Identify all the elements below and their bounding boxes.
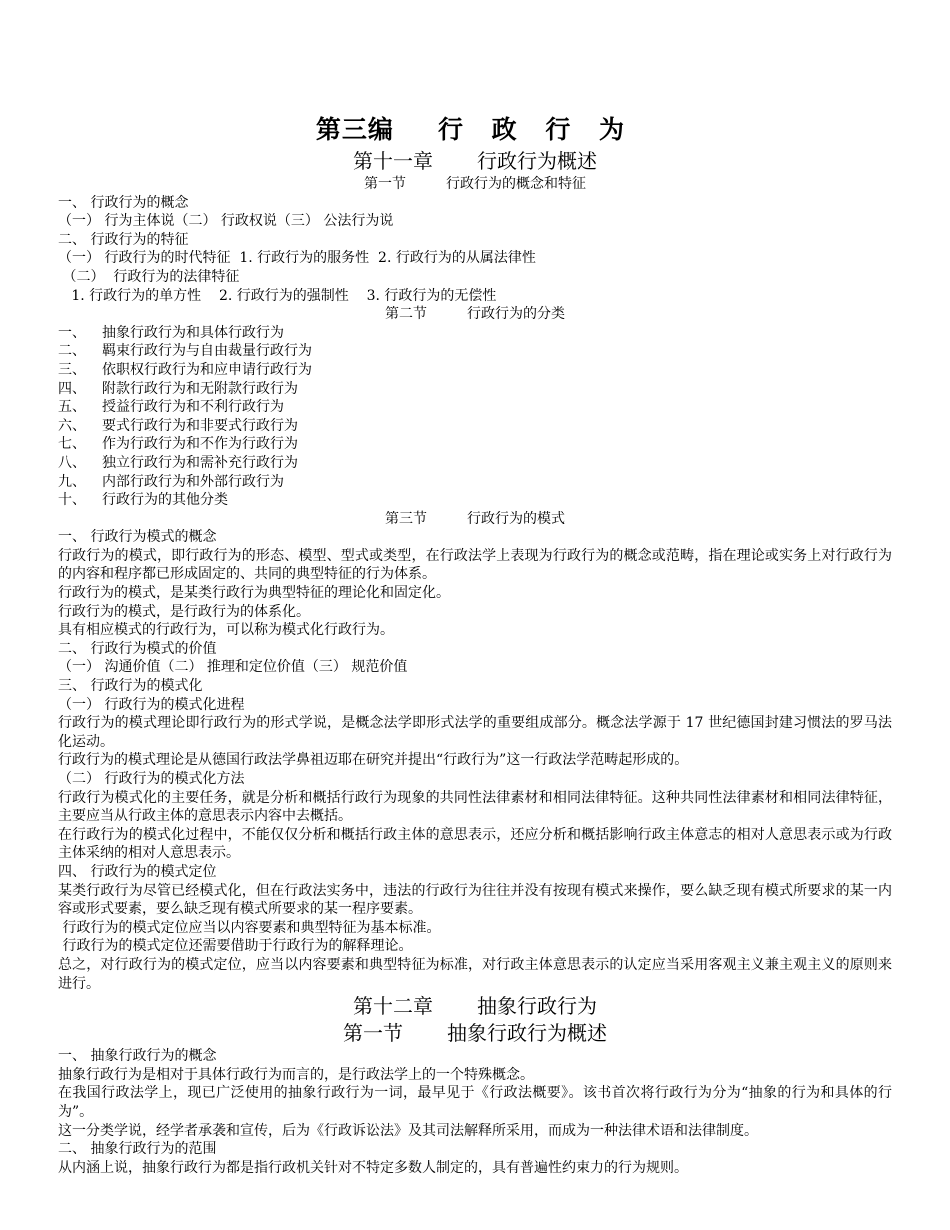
list-item: [58, 324, 892, 343]
list-item: [58, 473, 892, 492]
text-line: （二） 行政行为的法律特征: [58, 268, 240, 285]
list-item: [58, 398, 892, 417]
list-number: 四、: [58, 380, 86, 397]
text-line: （一） 行政行为的时代特征 1. 行政行为的服务性 2. 行政行为的从属法律性: [58, 250, 536, 267]
part-name: 行 政 行 为: [437, 115, 635, 144]
list-number: 八、: [58, 454, 86, 471]
paragraph: 从内涵上说，抽象行政行为都是指行政机关针对不特定多数人制定的，具有普遍性约束力的行为规则。: [58, 1159, 688, 1176]
paragraph: 抽象行政行为是相对于具体行政行为而言的，是行政法学上的一个特殊概念。: [58, 1066, 534, 1083]
list-number: 一、: [58, 324, 86, 341]
paragraph: 在行政行为的模式化过程中，不能仅仅分析和概括行政主体的意思表示，还应分析和概括影响行政主体意志的相对人意思表示或为行政主体采纳的相对人意思表示。: [58, 826, 892, 862]
paragraph: 行政行为的模式定位应当以内容要素和典型特征为基本标准。: [58, 919, 441, 936]
list-item: [58, 342, 892, 361]
list-item: [58, 491, 892, 510]
ch11-section-1-body: [58, 194, 892, 306]
part-label: 第三编: [315, 115, 394, 144]
ch11-section-2-name: 行政行为的分类: [467, 306, 565, 323]
list-text: 羁束行政行为与自由裁量行政行为: [102, 343, 312, 360]
list-text: 内部行政行为和外部行政行为: [102, 473, 284, 490]
list-number: 七、: [58, 436, 86, 453]
ch11-section-1-title: [58, 175, 892, 194]
paragraph: 行政行为的模式，是行政行为的体系化。: [58, 603, 310, 620]
chapter-11-name: 行政行为概述: [477, 149, 597, 173]
list-text: 行政行为的其他分类: [102, 492, 228, 509]
ch12-section-1-label: 第一节: [343, 1021, 403, 1046]
heading-line: 四、 行政行为的模式定位: [58, 863, 217, 880]
list-number: 十、: [58, 492, 86, 509]
ch12-section-1-title: [58, 1020, 892, 1047]
chapter-12-label: 第十二章: [353, 994, 433, 1019]
ch11-section-2-label: 第二节: [385, 306, 427, 323]
text-line: （一） 沟通价值（二） 推理和定位价值（三） 规范价值: [58, 659, 408, 676]
heading-line: （二） 行政行为的模式化方法: [58, 771, 245, 787]
text-line: （一） 行为主体说（二） 行政权说（三） 公法行为说: [58, 213, 394, 230]
paragraph: 行政行为的模式定位还需要借助于行政行为的解释理论。: [58, 938, 413, 955]
chapter-12-name: 抽象行政行为: [477, 994, 597, 1019]
list-number: 三、: [58, 361, 86, 378]
chapter-12-title: [58, 993, 892, 1020]
list-number: 六、: [58, 417, 86, 434]
paragraph: 在我国行政法学上，现已广泛使用的抽象行政行为一词，最早见于《行政法概要》。该书首次将行政行为分为“抽象的行为和具体的行为”。: [58, 1085, 892, 1120]
ch11-section-3-name: 行政行为的模式: [467, 510, 565, 527]
paragraph: 某类行政行为尽管已经模式化，但在行政法实务中，违法的行政行为往往并没有按现有模式来操作，要么缺乏现有模式所要求的某一内容或形式要素，要么缺乏现有模式所要求的某一程序要素。: [58, 882, 892, 918]
ch11-section-3-title: [58, 510, 892, 529]
ch11-section-3-body: [58, 528, 892, 993]
paragraph: 行政行为模式化的主要任务，就是分析和概括行政行为现象的共同性法律素材和相同法律特征。这种共同性法律素材和相同法律特征，主要应当从行政主体的意思表示内容中去概括。: [58, 789, 892, 825]
ch11-section-1-label: 第一节: [364, 176, 406, 192]
chapter-11-title: [58, 148, 892, 175]
ch12-section-1-body: [58, 1047, 892, 1177]
text-line: 二、 行政行为的特征: [58, 231, 189, 248]
list-item: [58, 435, 892, 454]
list-text: 作为行政行为和不作为行政行为: [102, 436, 298, 453]
heading-line: 一、 抽象行政行为的概念: [58, 1048, 217, 1065]
list-text: 附款行政行为和无附款行政行为: [102, 380, 298, 397]
chapter-11-label: 第十一章: [353, 149, 433, 173]
ch11-section-3-label: 第三节: [385, 510, 427, 527]
ch11-section-1-name: 行政行为的概念和特征: [446, 176, 586, 192]
list-number: 二、: [58, 343, 86, 360]
list-text: 授益行政行为和不利行政行为: [102, 399, 284, 416]
list-text: 依职权行政行为和应申请行政行为: [102, 361, 312, 378]
paragraph: 行政行为的模式，是某类行政行为典型特征的理论化和固定化。: [58, 585, 450, 602]
heading-line: 二、 行政行为模式的价值: [58, 640, 217, 657]
list-item: [58, 380, 892, 399]
paragraph: 行政行为的模式理论是从德国行政法学鼻祖迈耶在研究并提出“行政行为”这一行政法学范畴起形成的。: [58, 752, 689, 769]
classification-list: [58, 324, 892, 510]
paragraph: 总之，对行政行为的模式定位，应当以内容要素和典型特征为标准，对行政主体意思表示的认定应当采用客观主义兼主观主义的原则来进行。: [58, 956, 892, 992]
list-text: 抽象行政行为和具体行政行为: [102, 324, 284, 341]
list-item: [58, 417, 892, 436]
list-number: 九、: [58, 473, 86, 490]
list-text: 要式行政行为和非要式行政行为: [102, 417, 298, 434]
part-title: [58, 112, 892, 148]
heading-line: 一、 行政行为模式的概念: [58, 529, 217, 546]
paragraph: 具有相应模式的行政行为，可以称为模式化行政行为。: [58, 622, 394, 639]
paragraph: 这一分类学说，经学者承袭和宣传，后为《行政诉讼法》及其司法解释所采用，而成为一种法律术语和法律制度。: [58, 1122, 758, 1139]
list-item: [58, 361, 892, 380]
list-text: 独立行政行为和需补充行政行为: [102, 454, 298, 471]
heading-line: 二、 抽象行政行为的范围: [58, 1141, 217, 1158]
list-item: [58, 454, 892, 473]
ch11-section-2-title: [58, 305, 892, 324]
text-line: 一、 行政行为的概念: [58, 194, 189, 211]
list-number: 五、: [58, 399, 86, 416]
heading-line: 三、 行政行为的模式化: [58, 678, 203, 695]
heading-line: （一） 行政行为的模式化进程: [58, 696, 245, 713]
paragraph: 行政行为的模式，即行政行为的形态、模型、型式或类型，在行政法学上表现为行政行为的概念或范畴，指在理论或实务上对行政行为的内容和程序都已形成固定的、共同的典型特征的行为体系。: [58, 547, 892, 583]
paragraph: 行政行为的模式理论即行政行为的形式学说，是概念法学即形式法学的重要组成部分。概念法学源于 17 世纪德国封建习惯法的罗马法化运动。: [58, 715, 892, 750]
text-line: 1. 行政行为的单方性 2. 行政行为的强制性 3. 行政行为的无偿性: [58, 287, 497, 304]
ch12-section-1-name: 抽象行政行为概述: [447, 1021, 607, 1046]
